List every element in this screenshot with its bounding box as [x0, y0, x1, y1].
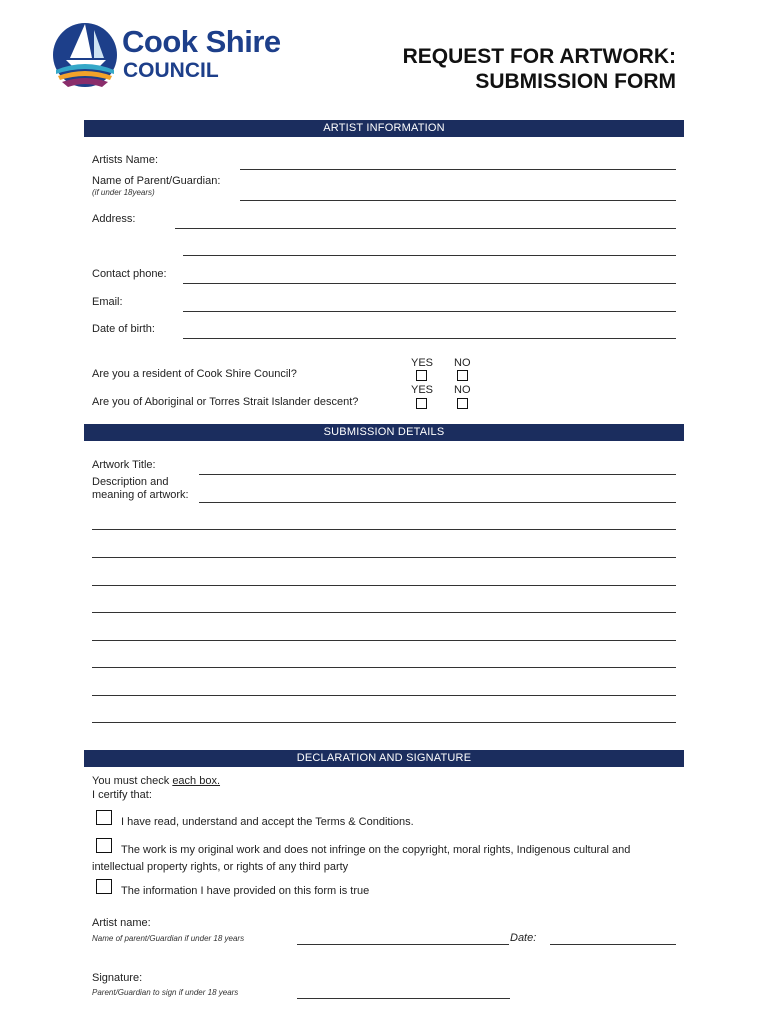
parent-guardian-note: (if under 18years): [92, 188, 155, 197]
parent-guardian-field[interactable]: [240, 200, 676, 201]
title-line-2: SUBMISSION FORM: [475, 70, 676, 93]
date-label: Date:: [510, 932, 537, 944]
artist-name-label: Artist name:: [92, 917, 151, 929]
description-field-line3[interactable]: [92, 557, 676, 558]
description-label-line2: meaning of artwork:: [92, 489, 189, 501]
aboriginal-yes-checkbox[interactable]: [416, 398, 427, 409]
date-field[interactable]: [550, 944, 676, 945]
address-field-line2[interactable]: [183, 255, 676, 256]
description-field-line1[interactable]: [199, 502, 676, 503]
description-label-line1: Description and: [92, 476, 169, 488]
email-field[interactable]: [183, 311, 676, 312]
description-field-line5[interactable]: [92, 612, 676, 613]
original-work-statement-line1: The work is my original work and does not infringe on the copyright, moral rights, Indigenous cultural and: [121, 844, 631, 856]
declaration-instruction: [92, 775, 220, 787]
description-field-line6[interactable]: [92, 640, 676, 641]
artists-name-field[interactable]: [240, 169, 676, 170]
dob-field[interactable]: [183, 338, 676, 339]
title-line-1: REQUEST FOR ARTWORK:: [402, 45, 676, 68]
aboriginal-no-checkbox[interactable]: [457, 398, 468, 409]
terms-checkbox[interactable]: [96, 810, 112, 825]
signature-field[interactable]: [297, 998, 510, 999]
instruction-text: You must check: [92, 775, 173, 787]
resident-no-checkbox[interactable]: [457, 370, 468, 381]
artwork-title-field[interactable]: [199, 474, 676, 475]
artists-name-label: Artists Name:: [92, 154, 159, 166]
dob-label: Date of birth:: [92, 323, 155, 335]
description-field-line8[interactable]: [92, 695, 676, 696]
resident-yes-label: YES: [411, 357, 434, 369]
contact-phone-field[interactable]: [183, 283, 676, 284]
address-field-line1[interactable]: [175, 228, 676, 229]
aboriginal-question: Are you of Aboriginal or Torres Strait Islander descent?: [92, 396, 359, 408]
artwork-title-label: Artwork Title:: [92, 459, 156, 471]
contact-phone-label: Contact phone:: [92, 268, 167, 280]
resident-no-label: NO: [454, 357, 471, 369]
council-emblem-icon: [52, 18, 118, 92]
instruction-emphasis: each box.: [172, 775, 221, 787]
logo-wordmark-bottom: COUNCIL: [123, 59, 219, 82]
council-logo: [52, 18, 302, 92]
description-field-line2[interactable]: [92, 529, 676, 530]
aboriginal-yes-label: YES: [411, 384, 434, 396]
description-field-line4[interactable]: [92, 585, 676, 586]
artist-info-header: ARTIST INFORMATION: [84, 120, 684, 137]
resident-yes-checkbox[interactable]: [416, 370, 427, 381]
description-field-line7[interactable]: [92, 667, 676, 668]
description-field-line9[interactable]: [92, 722, 676, 723]
artist-name-note: Name of parent/Guardian if under 18 years: [92, 934, 245, 943]
resident-question: Are you a resident of Cook Shire Council?: [92, 368, 297, 380]
address-label: Address:: [92, 213, 136, 225]
aboriginal-no-label: NO: [454, 384, 471, 396]
artist-name-field[interactable]: [297, 944, 509, 945]
terms-statement: I have read, understand and accept the Terms & Conditions.: [121, 816, 414, 828]
original-work-checkbox[interactable]: [96, 838, 112, 853]
declaration-header: DECLARATION AND SIGNATURE: [84, 750, 684, 767]
logo-wordmark-top: Cook Shire: [122, 24, 281, 59]
submission-details-header: SUBMISSION DETAILS: [84, 424, 684, 441]
information-true-statement: The information I have provided on this form is true: [121, 885, 370, 897]
page-title: [403, 44, 676, 94]
original-work-statement-line2: intellectual property rights, or rights of any third party: [92, 861, 349, 873]
signature-note: Parent/Guardian to sign if under 18 years: [92, 988, 239, 997]
information-true-checkbox[interactable]: [96, 879, 112, 894]
email-label: Email:: [92, 296, 123, 308]
parent-guardian-label: Name of Parent/Guardian:: [92, 175, 221, 187]
signature-label: Signature:: [92, 972, 143, 984]
certify-label: I certify that:: [92, 789, 152, 801]
